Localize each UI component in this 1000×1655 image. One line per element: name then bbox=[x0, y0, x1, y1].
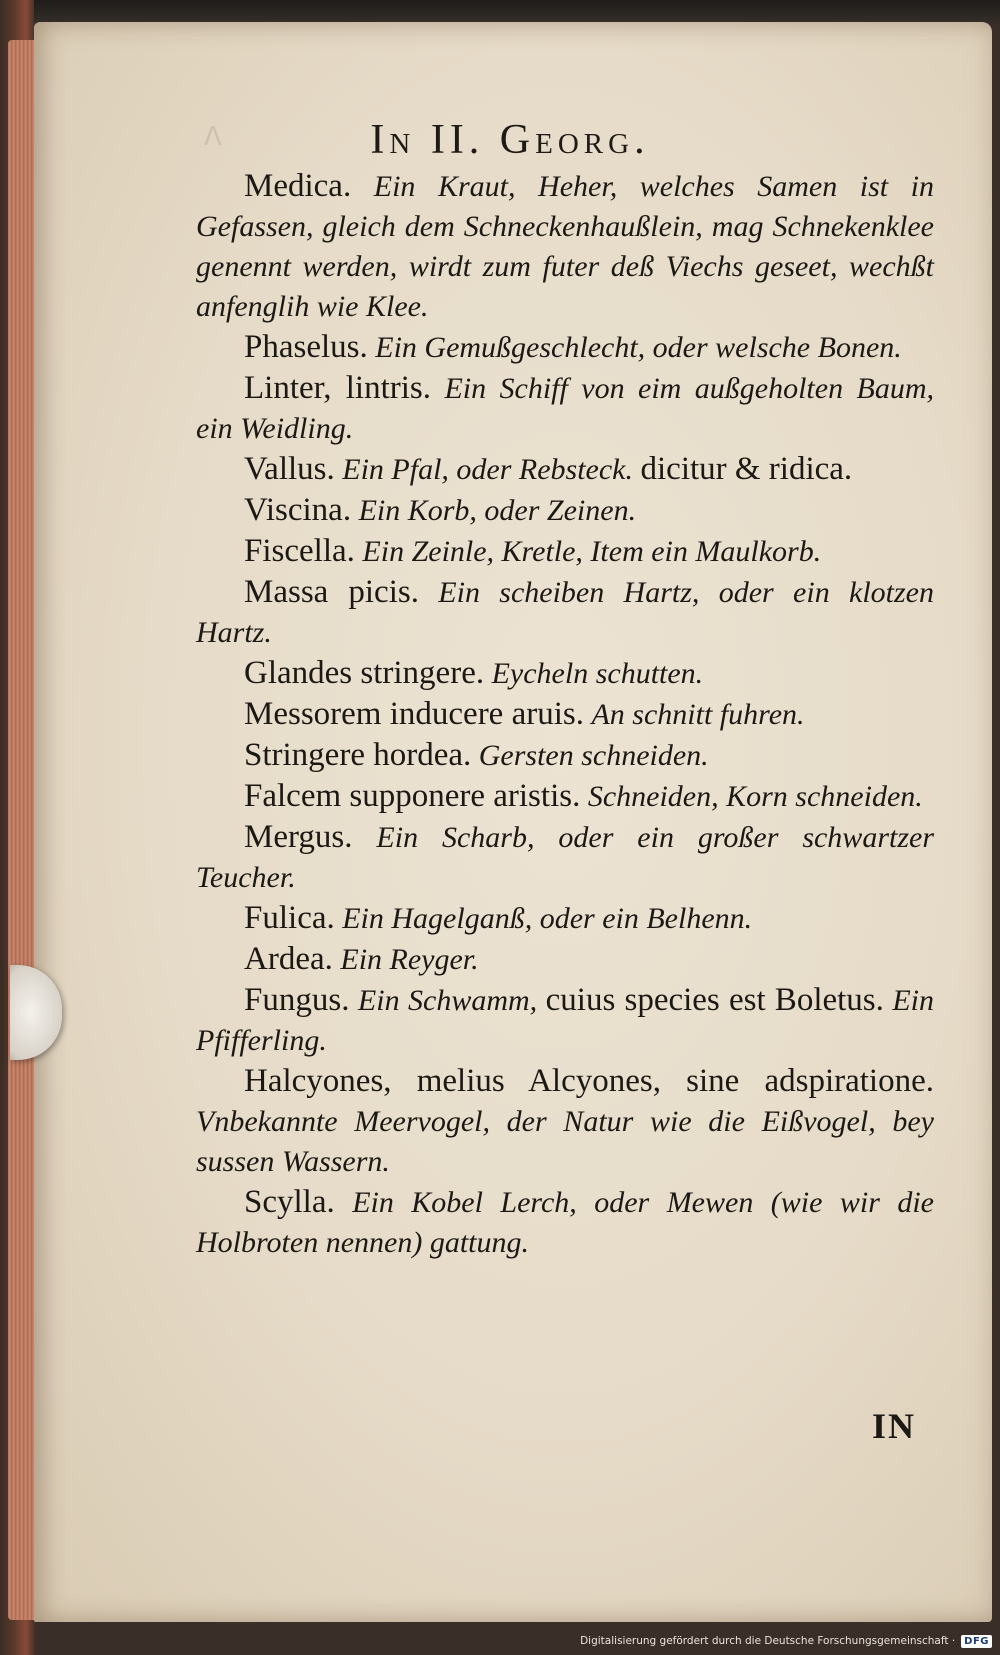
bleed-through-mark: ᐱ bbox=[204, 122, 223, 152]
entry-lemma: Falcem supponere aristis. bbox=[244, 778, 581, 814]
dfg-logo: DFG bbox=[961, 1635, 992, 1648]
entry-lemma: Linter, lintris. bbox=[244, 370, 431, 406]
entry-lemma: Viscina. bbox=[244, 492, 352, 528]
entry-lemma: Ardea. bbox=[244, 941, 333, 977]
entry-gloss: Ein Gemußgeschlecht, oder welsche Bonen. bbox=[375, 331, 902, 364]
entry-lemma: Massa picis. bbox=[244, 574, 419, 610]
glossary-entry bbox=[196, 166, 934, 327]
entry-gloss: Eycheln schutten. bbox=[491, 657, 704, 690]
running-head: In II. Georg. bbox=[370, 117, 650, 163]
entry-gloss: Gersten schneiden. bbox=[478, 739, 709, 772]
entry-lemma: Fungus. bbox=[244, 982, 350, 1018]
entry-latin-note: dicitur & ridica. bbox=[640, 451, 853, 487]
entry-gloss: Ein Pfal, oder Rebsteck. bbox=[342, 453, 633, 486]
entry-lemma: Halcyones, melius Alcyones, sine adspiratione. bbox=[244, 1063, 934, 1099]
glossary-entry bbox=[196, 653, 934, 694]
glossary-entry bbox=[196, 1182, 934, 1263]
entry-lemma: Fulica. bbox=[244, 900, 335, 936]
entry-gloss: Ein Scharb, oder ein großer schwartzer Teucher. bbox=[196, 821, 934, 894]
entry-gloss: Ein Reyger. bbox=[340, 943, 479, 976]
glossary-entry bbox=[196, 531, 934, 572]
entry-lemma: Glandes stringere. bbox=[244, 655, 485, 691]
glossary-entry bbox=[196, 980, 934, 1061]
entry-gloss: Vnbekannte Meervogel, der Natur wie die Eißvogel, bey sussen Wassern. bbox=[196, 1105, 934, 1178]
entry-gloss: Ein Zeinle, Kretle, Item ein Maulkorb. bbox=[362, 535, 822, 568]
credit-text: Digitalisierung gefördert durch die Deutsche Forschungsgemeinschaft · bbox=[580, 1635, 956, 1647]
entry-gloss: Ein scheiben Hartz, oder ein klotzen Hartz. bbox=[196, 576, 934, 649]
glossary-entry bbox=[196, 694, 934, 735]
entry-gloss: Ein Hagelganß, oder ein Belhenn. bbox=[342, 902, 753, 935]
entry-gloss-secondary: Ein Pfifferling. bbox=[196, 984, 935, 1057]
catchword: IN bbox=[872, 1406, 917, 1446]
glossary-entry bbox=[196, 572, 934, 653]
glossary-entry bbox=[196, 449, 934, 490]
entry-lemma: Scylla. bbox=[244, 1184, 335, 1220]
glossary-entry bbox=[196, 490, 934, 531]
glossary-entry bbox=[196, 776, 934, 817]
glossary-entry bbox=[196, 327, 934, 368]
entry-gloss: Schneiden, Korn schneiden. bbox=[587, 780, 923, 813]
entry-lemma: Phaselus. bbox=[244, 329, 368, 365]
glossary-entry bbox=[196, 368, 934, 449]
entry-gloss: An schnitt fuhren. bbox=[591, 698, 805, 731]
entry-lemma: Vallus. bbox=[244, 451, 335, 487]
entry-gloss: Ein Kobel Lerch, oder Mewen (wie wir die Holbroten nennen) gattung. bbox=[196, 1186, 934, 1259]
entry-lemma: Messorem inducere aruis. bbox=[244, 696, 584, 732]
entry-lemma: Fiscella. bbox=[244, 533, 355, 569]
glossary-text bbox=[196, 166, 934, 1263]
entry-lemma: Mergus. bbox=[244, 819, 353, 855]
entry-gloss: Ein Korb, oder Zeinen. bbox=[358, 494, 637, 527]
glossary-entry bbox=[196, 939, 934, 980]
entry-gloss: Ein Kraut, Heher, welches Samen ist in Gefassen, gleich dem Schneckenhaußlein, mag Schnekenklee genennt werden, wirdt zum futer deß Viechs geseet, wechßt anfenglih wie Klee. bbox=[196, 170, 935, 323]
glossary-entry bbox=[196, 1061, 934, 1182]
entry-lemma: Medica. bbox=[244, 168, 352, 204]
entry-latin-note: cuius species est Boletus. bbox=[545, 982, 884, 1018]
entry-gloss: Ein Schwamm, bbox=[357, 984, 538, 1017]
digitization-credit bbox=[580, 1631, 992, 1651]
glossary-entry bbox=[196, 735, 934, 776]
entry-lemma: Stringere hordea. bbox=[244, 737, 472, 773]
glossary-entry bbox=[196, 817, 934, 898]
entry-gloss: Ein Schiff von eim außgeholten Baum, ein Weidling. bbox=[196, 372, 934, 445]
glossary-entry bbox=[196, 898, 934, 939]
